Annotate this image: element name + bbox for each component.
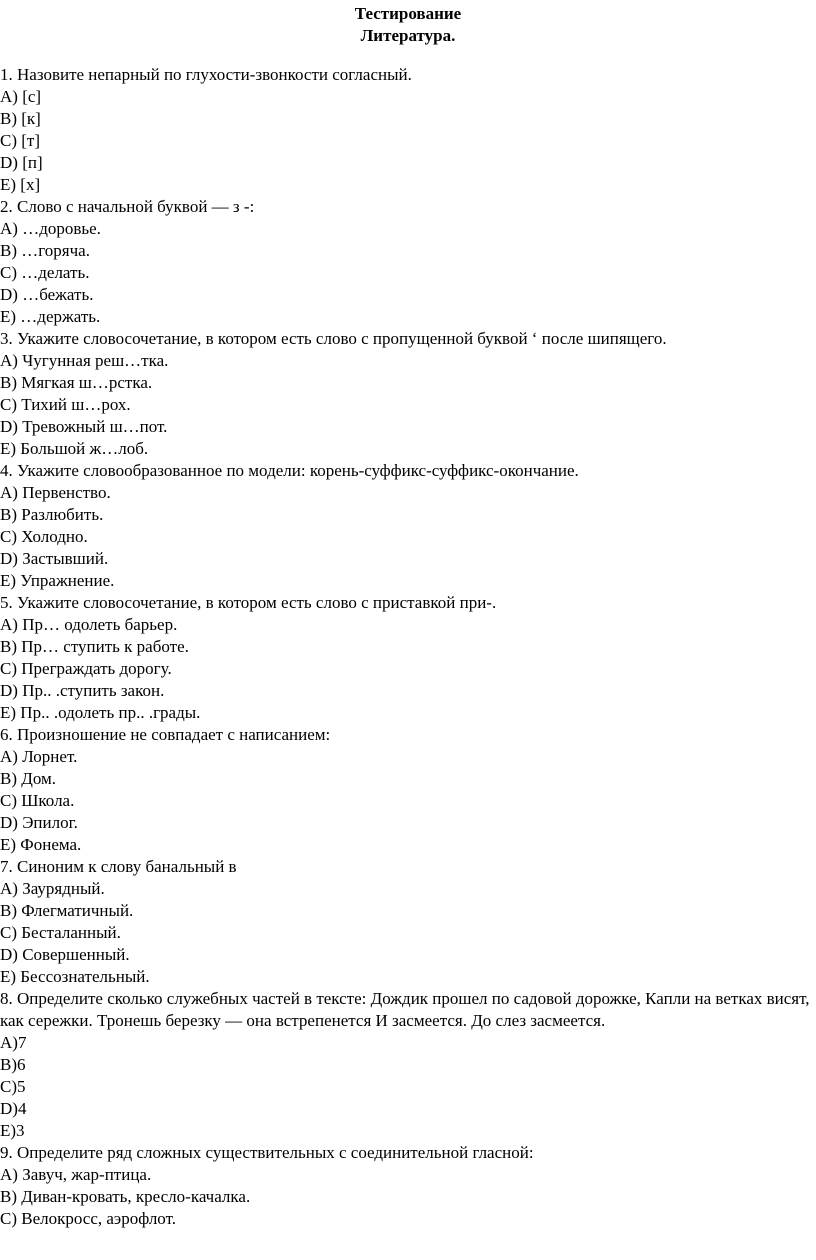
- answer-option: C) …делать.: [0, 263, 90, 282]
- answer-option: E) Фонема.: [0, 835, 82, 854]
- answer-option: D) Застывший.: [0, 549, 109, 568]
- answer-option: D) Тревожный ш…пот.: [0, 417, 168, 436]
- answer-option: C)5: [0, 1077, 26, 1096]
- answer-option: A) Завуч, жар-птица.: [0, 1165, 152, 1184]
- answer-option: E) Большой ж…лоб.: [0, 439, 149, 458]
- answer-option: A) …доровье.: [0, 219, 101, 238]
- answer-option: A) [с]: [0, 87, 42, 106]
- title-block: [0, 3, 816, 47]
- answer-option: B) [к]: [0, 109, 41, 128]
- answer-option: C) Холодно.: [0, 527, 88, 546]
- answer-option: C) Преграждать дорогу.: [0, 659, 172, 678]
- answer-option: C) [т]: [0, 131, 41, 150]
- answer-option: D)4: [0, 1099, 27, 1118]
- answer-option: B) Пр… ступить к работе.: [0, 637, 189, 656]
- answer-option: E) Бессознательный.: [0, 967, 150, 986]
- answer-option: D) [п]: [0, 153, 43, 172]
- answer-option: C) Тихий ш…рох.: [0, 395, 131, 414]
- answer-option: D) Совершенный.: [0, 945, 130, 964]
- question-2: [0, 196, 810, 328]
- answer-option: C) Бесталанный.: [0, 923, 121, 942]
- page-title: Тестирование: [354, 4, 462, 23]
- answer-option: D) …бежать.: [0, 285, 94, 304]
- answer-option: A) Лорнет.: [0, 747, 78, 766]
- question-1: [0, 64, 810, 196]
- question-4: [0, 460, 810, 592]
- question-6: [0, 724, 810, 856]
- answer-option: B) Дом.: [0, 769, 57, 788]
- answer-option: A) Заурядный.: [0, 879, 105, 898]
- question-text: 3. Укажите словосочетание, в котором есть слово с пропущенной буквой ‘ после шипящего.: [0, 329, 667, 348]
- question-text: 8. Определите сколько служебных частей в тексте: Дождик прошел по садовой дорожке, Капли на ветках висят, как сережки. Тронешь березку — она встрепенется И засмеется. До слез засмеется.: [0, 989, 810, 1030]
- answer-option: D) Эпилог.: [0, 813, 78, 832]
- answer-option: C) Велокросс, аэрофлот.: [0, 1209, 176, 1228]
- answer-option: B) Флегматичный.: [0, 901, 134, 920]
- question-text: 1. Назовите непарный по глухости-звонкости согласный.: [0, 65, 412, 84]
- question-5: [0, 592, 810, 724]
- answer-option: E) Пр.. .одолеть пр.. .грады.: [0, 703, 201, 722]
- questions-list: [0, 64, 810, 1230]
- question-7: [0, 856, 810, 988]
- question-text: 2. Слово с начальной буквой — з -:: [0, 197, 255, 216]
- answer-option: A) Пр… одолеть барьер.: [0, 615, 178, 634]
- question-text: 6. Произношение не совпадает с написанием:: [0, 725, 331, 744]
- question-text: 4. Укажите словообразованное по модели: корень-суффикс-суффикс-окончание.: [0, 461, 579, 480]
- answer-option: B) Мягкая ш…рстка.: [0, 373, 153, 392]
- question-3: [0, 328, 810, 460]
- question-text: 5. Укажите словосочетание, в котором есть слово с приставкой при-.: [0, 593, 497, 612]
- answer-option: E) Упражнение.: [0, 571, 115, 590]
- answer-option: E) …держать.: [0, 307, 101, 326]
- answer-option: E) [х]: [0, 175, 41, 194]
- answer-option: A) Чугунная реш…тка.: [0, 351, 169, 370]
- question-text: 9. Определите ряд сложных существительных с соединительной гласной:: [0, 1143, 534, 1162]
- question-text: 7. Синоним к слову банальный в: [0, 857, 237, 876]
- question-9: [0, 1142, 810, 1230]
- answer-option: B)6: [0, 1055, 26, 1074]
- page-subtitle: Литература.: [360, 26, 456, 45]
- answer-option: B) Диван-кровать, кресло-качалка.: [0, 1187, 251, 1206]
- answer-option: A)7: [0, 1033, 27, 1052]
- answer-option: E)3: [0, 1121, 25, 1140]
- answer-option: B) Разлюбить.: [0, 505, 104, 524]
- answer-option: C) Школа.: [0, 791, 75, 810]
- answer-option: D) Пр.. .ступить закон.: [0, 681, 165, 700]
- answer-option: B) …горяча.: [0, 241, 90, 260]
- answer-option: A) Первенство.: [0, 483, 111, 502]
- question-8: [0, 988, 810, 1142]
